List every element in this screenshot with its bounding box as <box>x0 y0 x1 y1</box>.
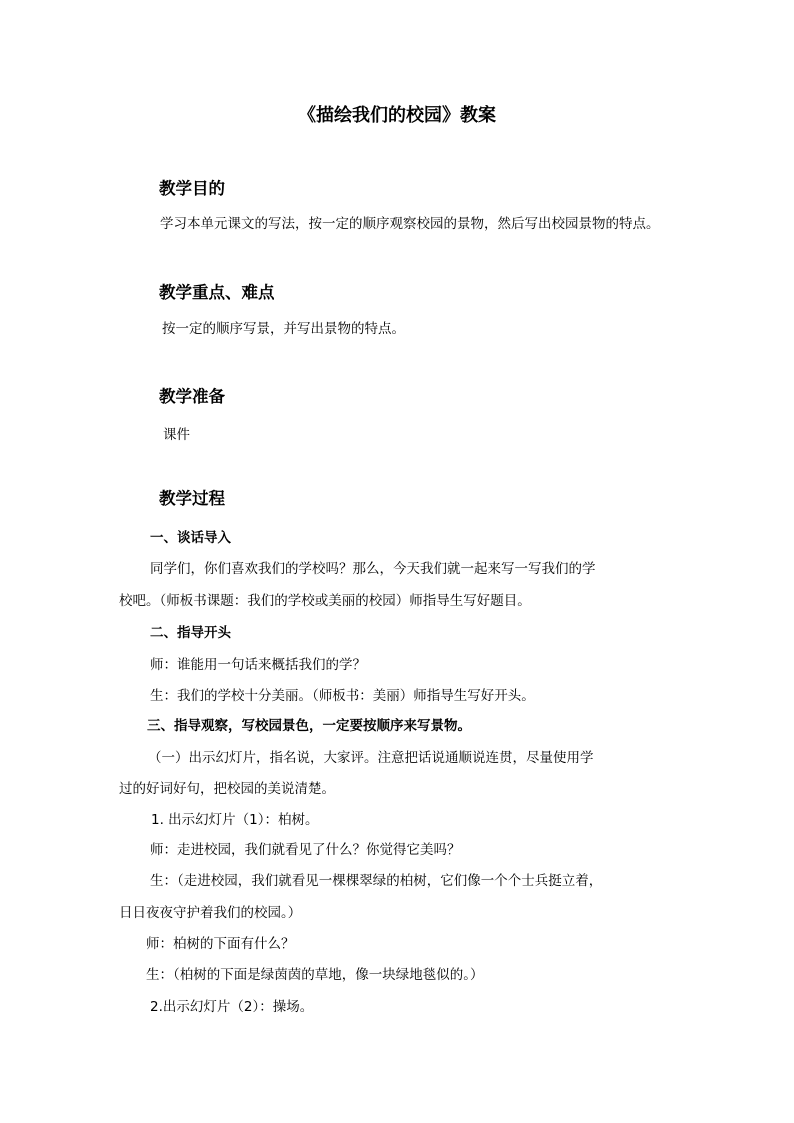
paragraph-line: 生：（柏树的下面是绿茵茵的草地，像一块绿地毯似的。） <box>146 967 484 983</box>
subheading-intro: 一、谈话导入 <box>150 530 231 546</box>
paragraph-line: （一）出示幻灯片，指名说，大家评。注意把话说通顺说连贯，尽量使用学 <box>148 750 594 766</box>
paragraph-line: 日日夜夜守护着我们的校园。） <box>119 905 302 921</box>
heading-objective: 教学目的 <box>159 179 225 198</box>
paragraph-line: 生：（走进校园，我们就看见一棵棵翠绿的柏树，它们像一个个士兵挺立着， <box>150 873 603 889</box>
key-points-text: 按一定的顺序写景，并写出景物的特点。 <box>162 321 405 337</box>
paragraph-line: 过的好词好句，把校园的美说清楚。 <box>119 781 335 797</box>
heading-preparation: 教学准备 <box>159 387 225 406</box>
paragraph-line: 同学们，你们喜欢我们的学校吗？那么，今天我们就一起来写一写我们的学 <box>150 561 596 577</box>
paragraph-line: 生：我们的学校十分美丽。（师板书：美丽）师指导生写好开头。 <box>150 688 535 704</box>
preparation-text: 课件 <box>163 427 190 443</box>
paragraph-line: 师：走进校园，我们就看见了什么？你觉得它美吗？ <box>150 842 461 858</box>
paragraph-line: 2.出示幻灯片（2）：操场。 <box>150 999 314 1015</box>
subheading-observation: 三、指导观察，写校园景色，一定要按顺序来写景物。 <box>147 718 471 734</box>
heading-process: 教学过程 <box>159 489 225 508</box>
paragraph-line: 师：谁能用一句话来概括我们的学？ <box>150 657 366 673</box>
paragraph-line: 师：柏树的下面有什么？ <box>146 936 295 952</box>
document-title: 《描绘我们的校园》教案 <box>298 105 496 126</box>
heading-key-points: 教学重点、难点 <box>159 283 275 302</box>
subheading-opening: 二、指导开头 <box>150 625 231 641</box>
paragraph-line: 1. 出示幻灯片（1）：柏树。 <box>151 812 319 828</box>
objective-text: 学习本单元课文的写法，按一定的顺序观察校园的景物，然后写出校园景物的特点。 <box>160 216 660 232</box>
paragraph-line: 校吧。（师板书课题：我们的学校或美丽的校园）师指导生写好题目。 <box>119 593 531 609</box>
